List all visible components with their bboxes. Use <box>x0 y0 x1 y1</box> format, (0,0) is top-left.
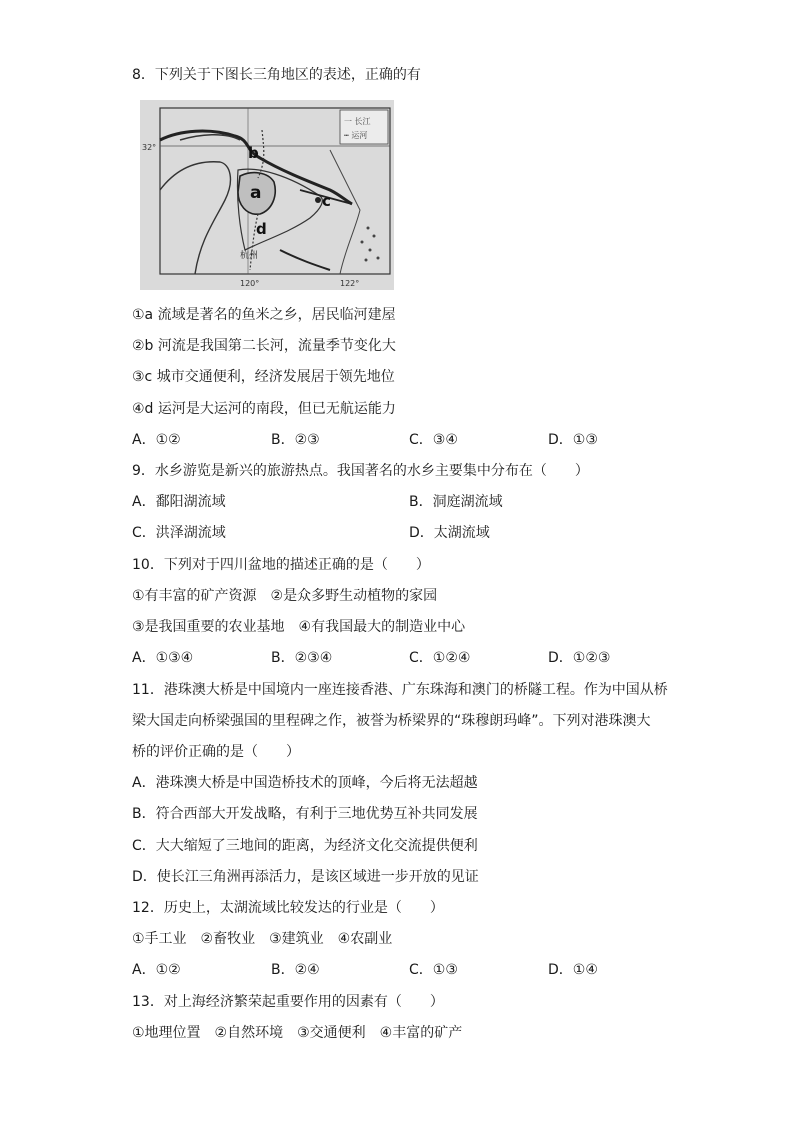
q8-option-c[interactable]: C．③④ <box>409 432 458 448</box>
q11-stem-line-2: 梁大国走向桥梁强国的里程碑之作，被誉为桥梁界的“珠穆朗玛峰”。下列对港珠澳大 <box>132 713 651 729</box>
q8-stem: 8．下列关于下图长三角地区的表述，正确的有 <box>132 67 421 83</box>
lon-right-label: 122° <box>340 279 360 288</box>
legend-canal: ┅ 运河 <box>344 131 368 140</box>
point-a-label: a <box>250 183 262 203</box>
q11-stem-line-3: 桥的评价正确的是（ ） <box>132 744 300 760</box>
q11-option-b[interactable]: B．符合西部大开发战略，有利于三地优势互补共同发展 <box>132 806 478 822</box>
q8-statement-4: ④d 运河是大运河的南段，但已无航运能力 <box>132 401 396 417</box>
q10-stem: 10．下列对于四川盆地的描述正确的是（ ） <box>132 557 430 573</box>
q10-option-d[interactable]: D．①②③ <box>548 650 611 666</box>
q12-option-c[interactable]: C．①③ <box>409 962 458 978</box>
city-label-hangzhou: 杭州 <box>240 251 259 261</box>
q12-statements: ①手工业 ②畜牧业 ③建筑业 ④农副业 <box>132 931 393 947</box>
legend-river: 一 长江 <box>344 117 371 126</box>
point-d-label: d <box>256 220 267 238</box>
q8-statement-1: ①a 流域是著名的鱼米之乡，居民临河建屋 <box>132 307 396 323</box>
q10-option-b[interactable]: B．②③④ <box>271 650 333 666</box>
q10-statements-line-2: ③是我国重要的农业基地 ④有我国最大的制造业中心 <box>132 619 466 635</box>
q8-option-d[interactable]: D．①③ <box>548 432 598 448</box>
lat-label: 32° <box>142 143 157 152</box>
q13-stem: 13．对上海经济繁荣起重要作用的因素有（ ） <box>132 994 444 1010</box>
q10-option-c[interactable]: C．①②④ <box>409 650 471 666</box>
q11-option-a[interactable]: A．港珠澳大桥是中国造桥技术的顶峰，今后将无法超越 <box>132 775 478 791</box>
q11-option-c[interactable]: C．大大缩短了三地间的距离，为经济文化交流提供便利 <box>132 838 478 854</box>
q8-statement-2: ②b 河流是我国第二长河，流量季节变化大 <box>132 338 396 354</box>
yangtze-delta-map <box>140 100 394 290</box>
q11-stem-line-1: 11．港珠澳大桥是中国境内一座连接香港、广东珠海和澳门的桥隧工程。作为中国从桥 <box>132 682 668 698</box>
point-c-label: c <box>322 192 331 210</box>
q11-option-d[interactable]: D．使长江三角洲再添活力，是该区域进一步开放的见证 <box>132 869 479 885</box>
q12-stem: 12．历史上，太湖流域比较发达的行业是（ ） <box>132 900 444 916</box>
q9-option-a[interactable]: A．鄱阳湖流域 <box>132 494 226 510</box>
q9-stem: 9．水乡游览是新兴的旅游热点。我国著名的水乡主要集中分布在（ ） <box>132 463 589 479</box>
q10-statements-line-1: ①有丰富的矿产资源 ②是众多野生动植物的家园 <box>132 588 438 604</box>
point-b-label: b <box>248 144 259 162</box>
q10-option-a[interactable]: A．①③④ <box>132 650 194 666</box>
q13-statements: ①地理位置 ②自然环境 ③交通便利 ④丰富的矿产 <box>132 1025 463 1041</box>
q12-option-b[interactable]: B．②④ <box>271 962 320 978</box>
q8-option-b[interactable]: B．②③ <box>271 432 320 448</box>
lon-left-label: 120° <box>240 279 260 288</box>
q8-option-a[interactable]: A．①② <box>132 432 181 448</box>
q12-option-d[interactable]: D．①④ <box>548 962 598 978</box>
q9-option-d[interactable]: D．太湖流域 <box>409 525 490 541</box>
q9-option-b[interactable]: B．洞庭湖流域 <box>409 494 503 510</box>
q8-statement-3: ③c 城市交通便利，经济发展居于领先地位 <box>132 369 395 385</box>
q9-option-c[interactable]: C．洪泽湖流域 <box>132 525 226 541</box>
q12-option-a[interactable]: A．①② <box>132 962 181 978</box>
